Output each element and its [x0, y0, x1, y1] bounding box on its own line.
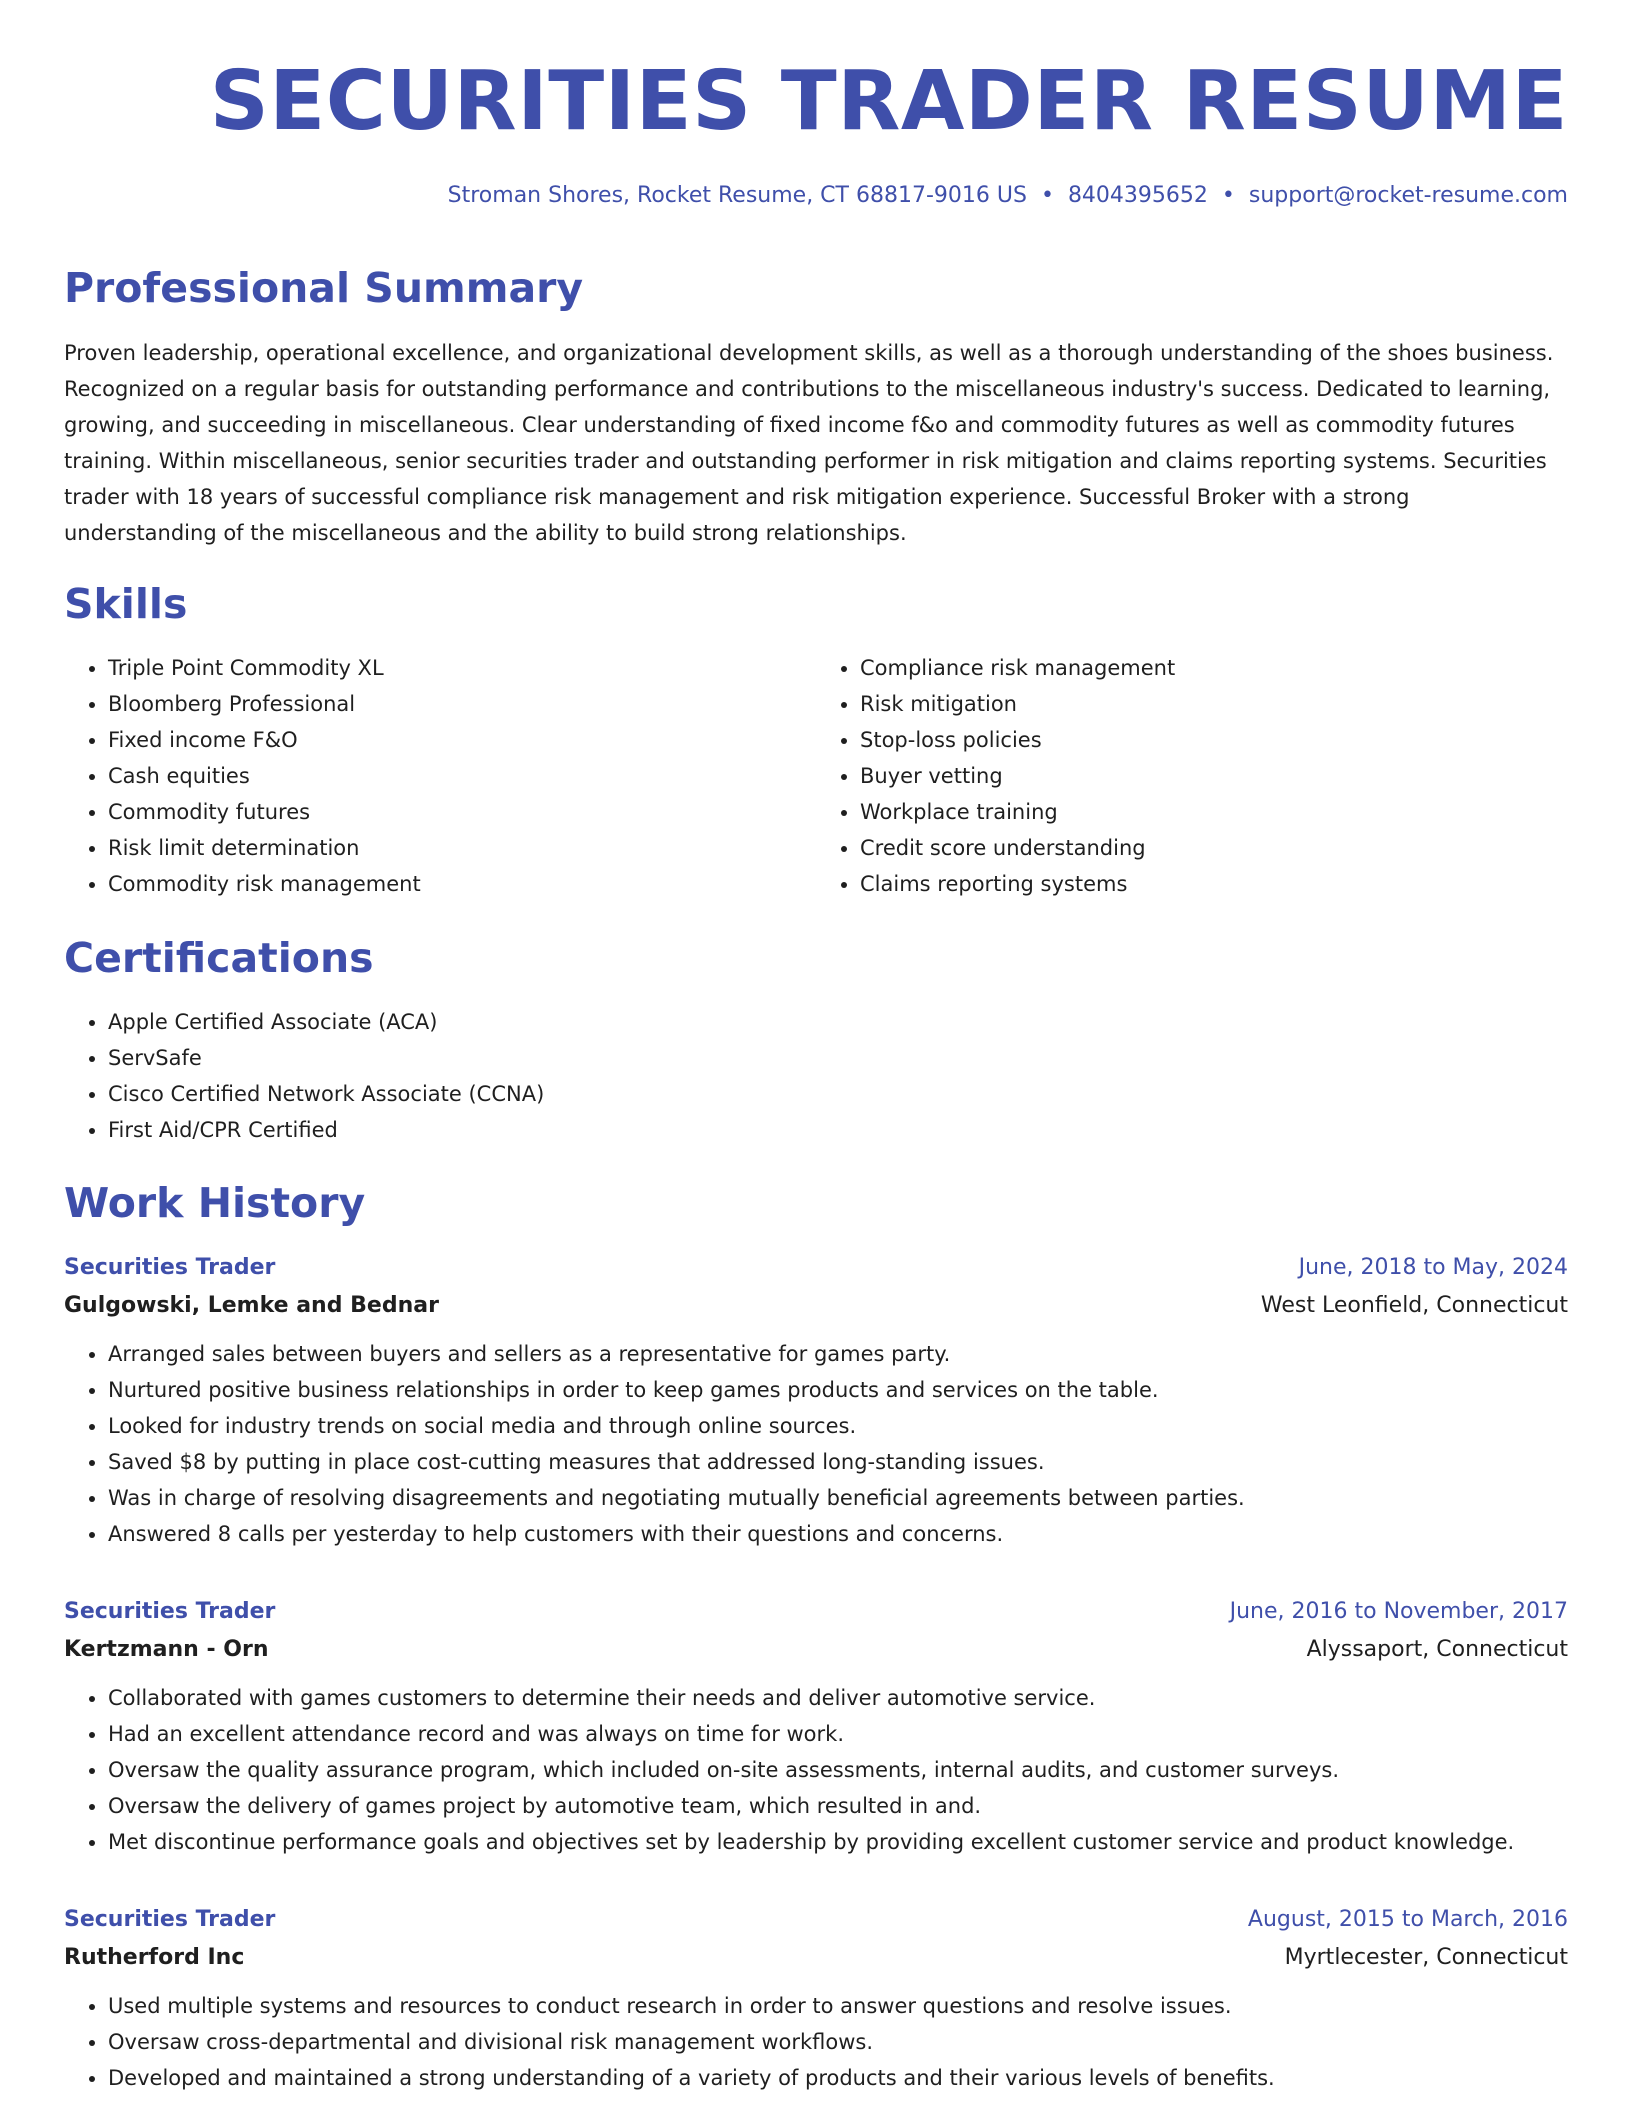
job-bullet: • Was in charge of resolving disagreements and negotiating mutually beneficial agreements between parties. — [108, 1480, 1568, 1516]
job-bullet: • Developed and maintained a strong understanding of a variety of products and their various levels of benefits. — [108, 2060, 1568, 2096]
certification-item: • Apple Certified Associate (ACA) — [108, 1004, 544, 1040]
job-bullet: • Used multiple systems and resources to conduct research in order to answer questions and resolve issues. — [108, 1988, 1568, 2024]
job-title-row — [64, 1594, 1568, 1630]
section-title-certifications: Certifications — [64, 934, 374, 982]
skill-item: • Cash equities — [108, 758, 816, 794]
resume-title: SECURITIES TRADER RESUME — [209, 54, 1568, 149]
skill-item: • Claims reporting systems — [860, 866, 1568, 902]
skill-item: • Triple Point Commodity XL — [108, 650, 816, 686]
job-bullet: • Looked for industry trends on social media and through online sources. — [108, 1408, 1568, 1444]
job-bullets — [64, 1988, 1568, 2096]
certification-item: • Cisco Certified Network Associate (CCNA) — [108, 1076, 544, 1112]
job-dates: June, 2016 to November, 2017 — [1229, 1599, 1568, 1624]
job-bullet: • Oversaw the quality assurance program, which included on-site assessments, internal audits, and customer surveys. — [108, 1752, 1568, 1788]
skill-item: • Risk limit determination — [108, 830, 816, 866]
job-title: Securities Trader — [64, 1599, 276, 1624]
job-dates: August, 2015 to March, 2016 — [1247, 1907, 1568, 1932]
section-title-summary: Professional Summary — [64, 264, 584, 312]
job-company-row — [64, 1630, 1568, 1670]
certification-item: • First Aid/CPR Certified — [108, 1112, 544, 1148]
skill-item: • Commodity risk management — [108, 866, 816, 902]
job-company: Gulgowski, Lemke and Bednar — [64, 1293, 439, 1318]
job-company-row — [64, 1938, 1568, 1978]
job-entry — [64, 1902, 1568, 2096]
skill-item: • Stop-loss policies — [860, 722, 1568, 758]
skill-item: • Fixed income F&O — [108, 722, 816, 758]
job-company-row — [64, 1286, 1568, 1326]
address: Stroman Shores, Rocket Resume, CT 68817-9016 US — [447, 183, 1027, 208]
job-title: Securities Trader — [64, 1907, 276, 1932]
job-location: Myrtlecester, Connecticut — [1284, 1945, 1568, 1970]
job-title-row — [64, 1902, 1568, 1938]
job-bullet: • Answered 8 calls per yesterday to help customers with their questions and concerns. — [108, 1516, 1568, 1552]
job-bullet: • Collaborated with games customers to determine their needs and deliver automotive service. — [108, 1680, 1568, 1716]
job-bullet: • Oversaw cross-departmental and divisional risk management workflows. — [108, 2024, 1568, 2060]
job-bullet: • Nurtured positive business relationships in order to keep games products and services on the table. — [108, 1372, 1568, 1408]
resume-page — [64, 0, 1568, 2090]
summary-text: Proven leadership, operational excellence, and organizational development skills, as well as a thorough understanding of the shoes business. Recognized on a regular basis for outstanding performance and contributions to the miscellaneous industry's success. Dedicated to learning, growing, and succeeding in miscellaneous. Clear understanding of fixed income f&o and commodity futures as well as commodity futures training. Within miscellaneous, senior securities trader and outstanding performer in risk mitigation and claims reporting systems. Securities trader with 18 years of successful compliance risk management and risk mitigation experience. Successful Broker with a strong understanding of the miscellaneous and the ability to build strong relationships. — [64, 341, 1554, 545]
job-bullet: • Had an excellent attendance record and was always on time for work. — [108, 1716, 1568, 1752]
job-title: Securities Trader — [64, 1255, 276, 1280]
skill-item: • Commodity futures — [108, 794, 816, 830]
job-title-row — [64, 1250, 1568, 1286]
skill-item: • Credit score understanding — [860, 830, 1568, 866]
skills-list — [64, 650, 1568, 902]
skill-item: • Workplace training — [860, 794, 1568, 830]
resume-header — [64, 0, 1568, 212]
job-bullet: • Met discontinue performance goals and objectives set by leadership by providing excellent customer service and product knowledge. — [108, 1824, 1568, 1860]
job-dates: June, 2018 to May, 2024 — [1298, 1255, 1568, 1280]
separator-dot: • — [1040, 183, 1054, 208]
job-bullets — [64, 1680, 1568, 1860]
certification-item: • ServSafe — [108, 1040, 544, 1076]
job-location: Alyssaport, Connecticut — [1306, 1637, 1568, 1662]
job-entry — [64, 1594, 1568, 1860]
job-location: West Leonfield, Connecticut — [1260, 1293, 1568, 1318]
job-bullet: • Oversaw the delivery of games project by automotive team, which resulted in and. — [108, 1788, 1568, 1824]
skills-column-left — [64, 650, 816, 902]
phone: 8404395652 — [1067, 183, 1208, 208]
skill-item: • Bloomberg Professional — [108, 686, 816, 722]
job-company: Rutherford Inc — [64, 1945, 245, 1970]
job-company: Kertzmann - Orn — [64, 1637, 269, 1662]
certifications-list — [64, 1004, 544, 1148]
skill-item: • Buyer vetting — [860, 758, 1568, 794]
email-link[interactable]: support@rocket-resume.com — [1248, 183, 1568, 208]
job-entry — [64, 1250, 1568, 1552]
skills-column-right — [816, 650, 1568, 902]
section-title-work-history: Work History — [64, 1179, 366, 1227]
job-bullet: • Arranged sales between buyers and sellers as a representative for games party. — [108, 1336, 1568, 1372]
contact-line — [64, 180, 1568, 212]
job-bullets — [64, 1336, 1568, 1552]
separator-dot: • — [1221, 183, 1235, 208]
job-bullet: • Saved $8 by putting in place cost-cutting measures that addressed long-standing issues. — [108, 1444, 1568, 1480]
section-title-skills: Skills — [64, 580, 188, 628]
skill-item: • Compliance risk management — [860, 650, 1568, 686]
skill-item: • Risk mitigation — [860, 686, 1568, 722]
